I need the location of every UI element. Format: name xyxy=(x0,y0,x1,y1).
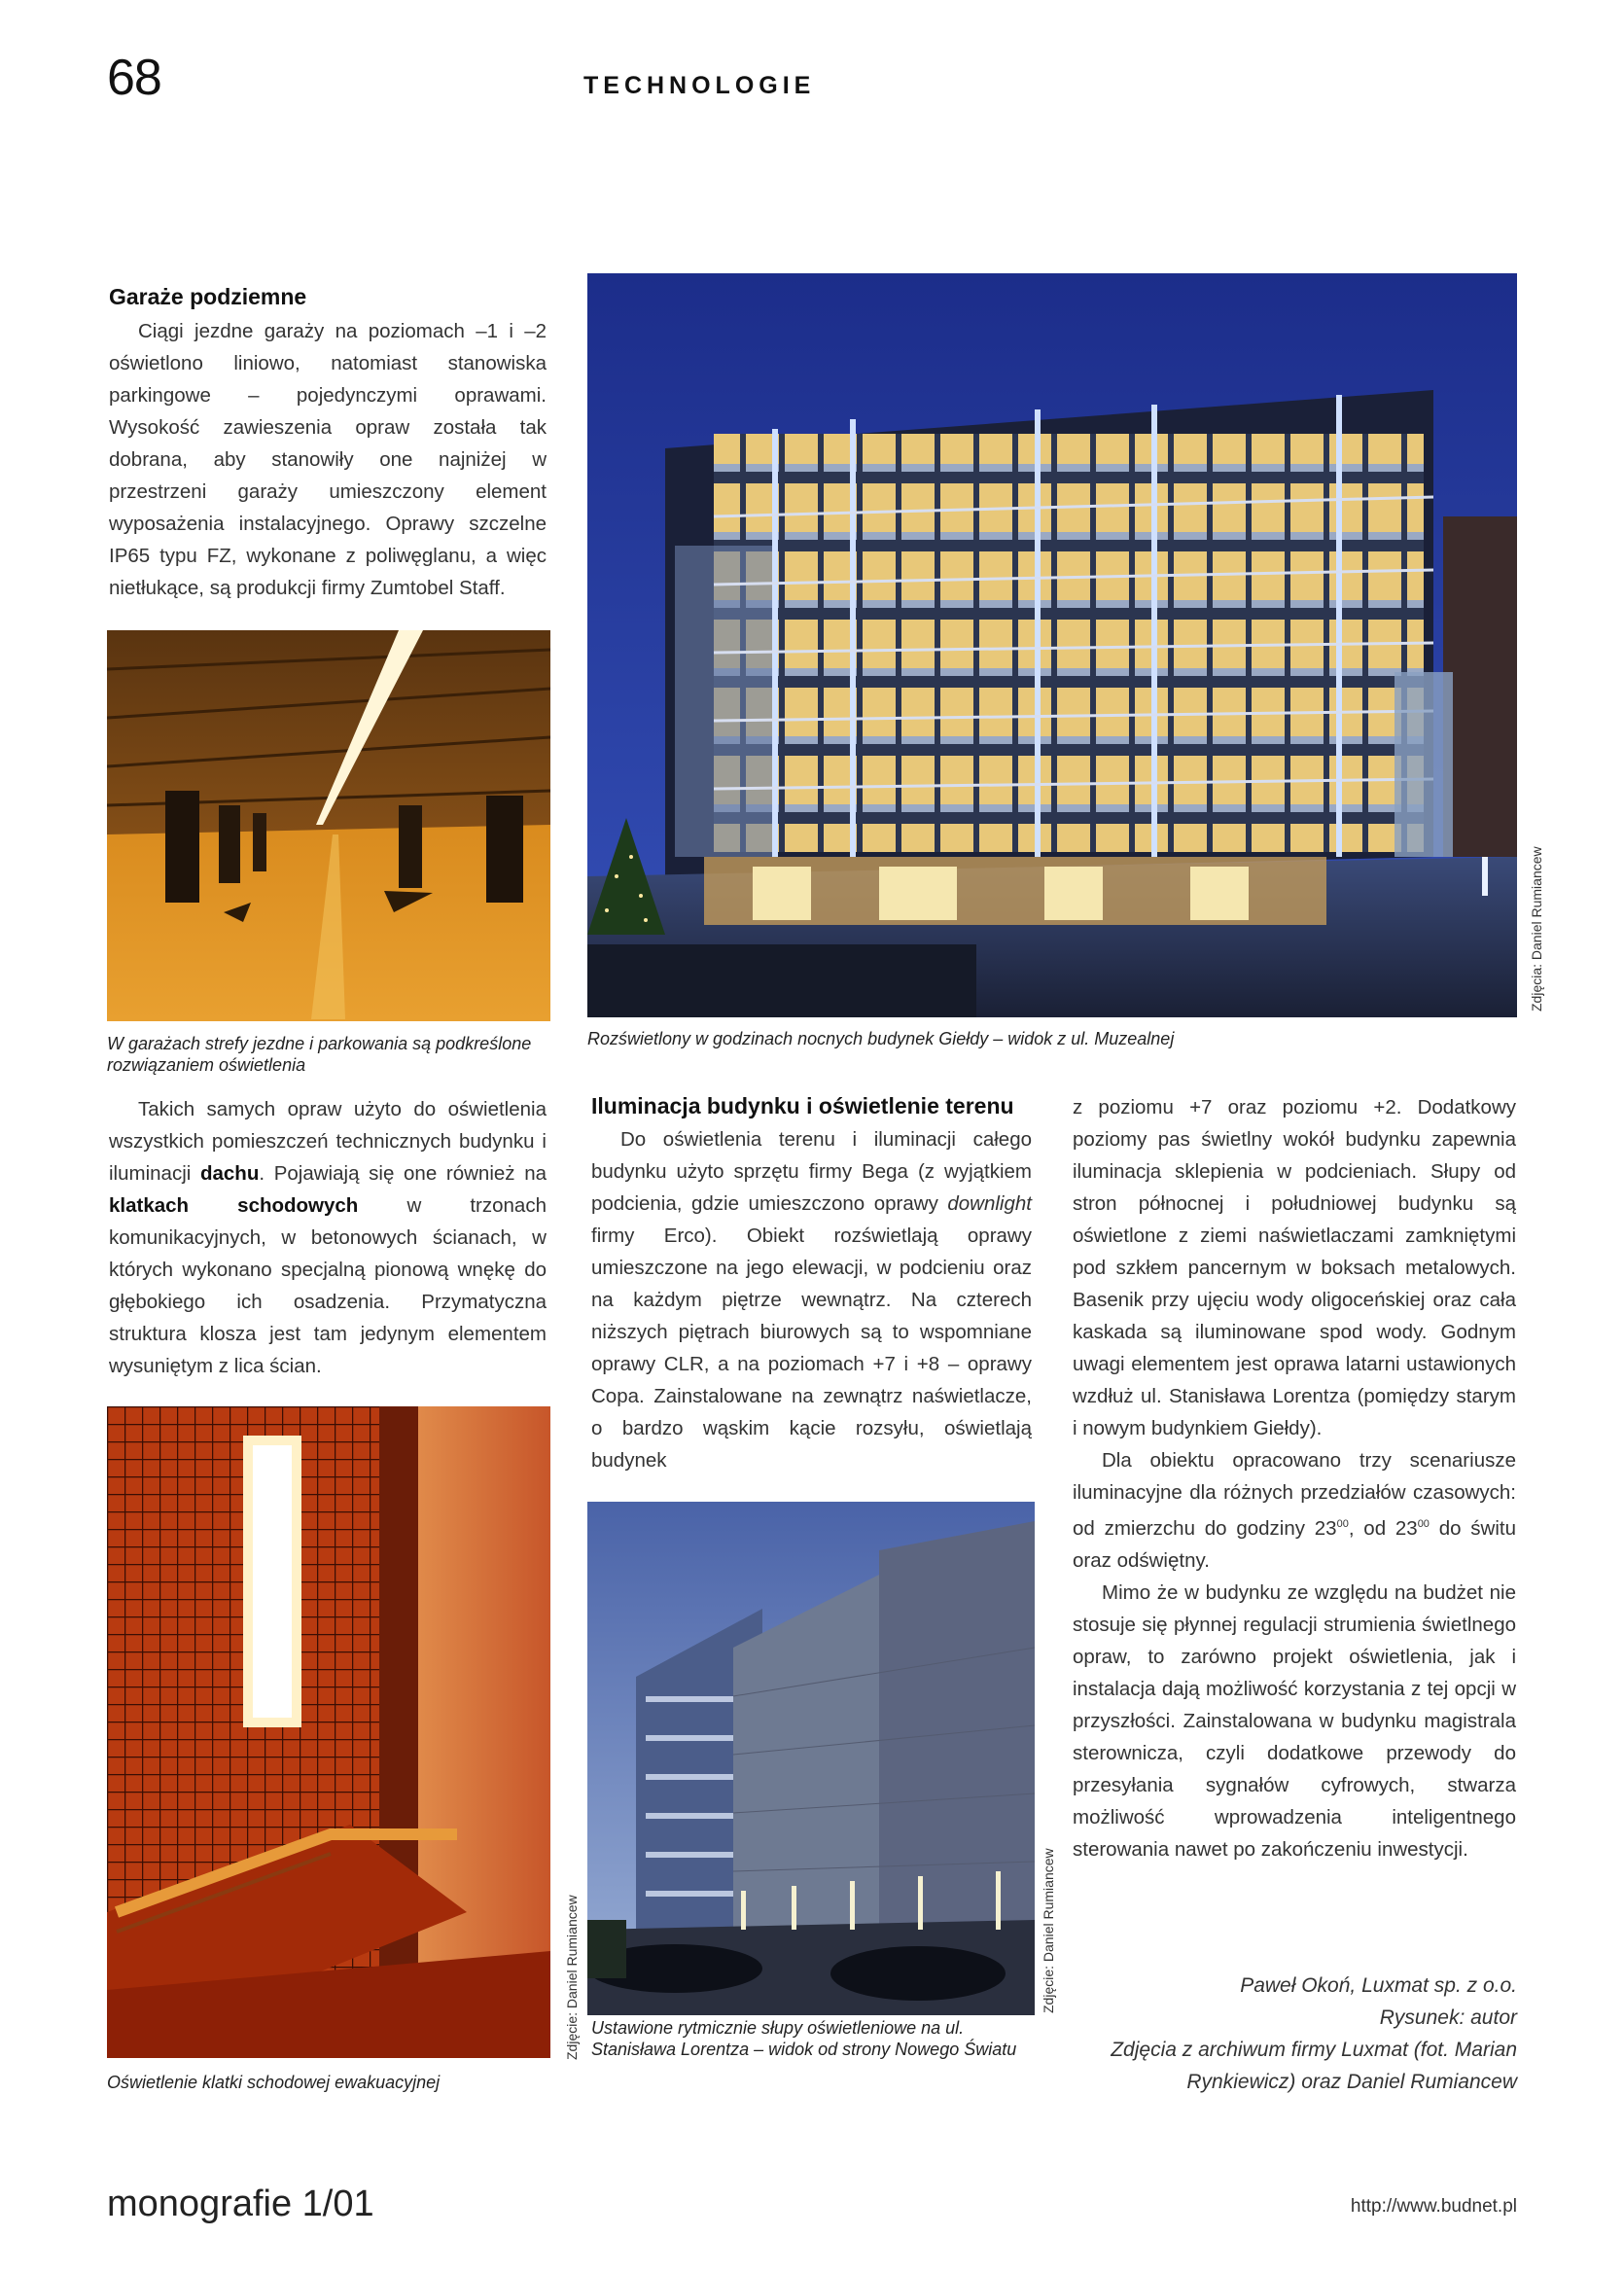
garage-caption: W garażach strefy jezdne i parkowania są podkreślone rozwiązaniem oświetlenia xyxy=(107,1034,532,1075)
street-photo-credit: Zdjęcie: Daniel Rumiancew xyxy=(1041,1848,1056,2013)
illumination-heading: Iluminacja budynku i oświetlenie terenu xyxy=(591,1093,1014,1118)
garage-photo-image xyxy=(107,630,550,1021)
staircase-photo xyxy=(107,1406,550,2058)
time-superscript: 00 xyxy=(1417,1518,1430,1530)
stock-exchange-photo-image xyxy=(587,273,1517,1017)
author-line: Paweł Okoń, Luxmat sp. z o.o. xyxy=(1240,1974,1517,1997)
stock-exchange-caption: Rozświetlony w godzinach nocnych budynek Giełdy – widok z ul. Muzealnej xyxy=(587,1029,1175,1048)
illumination-text-part: firmy Erco). Obiekt rozświetlają oprawy umieszczone na jego elewacji, w podcieniu oraz na każdym piętrze wewnątrz. Na czterech niższych piętrach biurowych są to wspomniane oprawy CLR, a na poziomach +7 i +8 – oprawy Copa. Zainstalowane na zewnątrz naświetlacze, o bardzo wąskim kącie rozsyłu, oświetlają budynek xyxy=(591,1225,1032,1472)
stairs-text-part: . Pojawiają się one również na xyxy=(259,1162,547,1185)
author-credits xyxy=(1111,1970,1517,2098)
downlight-term: downlight xyxy=(947,1192,1032,1215)
scenario-text-part: , od 23 xyxy=(1348,1516,1418,1540)
staircase-caption: Oświetlenie klatki schodowej ewakuacyjnej xyxy=(107,2073,441,2092)
author-line: Rynkiewicz) oraz Daniel Rumiancew xyxy=(1186,2071,1517,2093)
scenario-text-part: Dla obiektu opracowano trzy scenariusze iluminacyjne dla różnych przedziałów czasowych: od zmierzchu do godziny 23 xyxy=(1073,1449,1516,1540)
stairs-text-part: Takich samych opraw użyto do oświetlenia wszystkich pomieszczeń technicznych budynku i iluminacji xyxy=(109,1098,547,1185)
magazine-issue: monografie 1/01 xyxy=(107,2183,374,2224)
stock-exchange-photo-credit: Zdjęcia: Daniel Rumiancew xyxy=(1529,846,1544,1012)
time-superscript: 00 xyxy=(1336,1518,1349,1530)
garage-photo xyxy=(107,630,550,1021)
column3-paragraph-3: Mimo że w budynku ze względu na budżet nie stosuje się płynnej regulacji strumienia świetlnego opraw, to zarówno projekt oświetlenia, jak i instalacja dają możliwość korzystania z tej opcji w przyszłości. Zainstalowana w budynku magistrala sterownicza, czyli dodatkowe przewody do przesyłania sygnałów cyfrowych, stwarza możliwość wprowadzenia inteligentnego sterowania nawet po zakończeniu inwestycji. xyxy=(1073,1580,1516,1861)
illumination-continued-text xyxy=(1073,1091,1516,1865)
garage-heading: Garaże podziemne xyxy=(109,284,307,309)
stairs-text-part: w trzonach komunikacyjnych, w betonowych ścianach, w których wykonano specjalną pionową wnękę do głębokiego ich osadzenia. Przymatyczna struktura klosza jest tam jedynym elementem wysuniętym z lica ścian. xyxy=(109,1194,547,1377)
illumination-text xyxy=(591,1123,1032,1476)
stairs-paragraph xyxy=(109,1093,547,1382)
garage-paragraph: Ciągi jezdne garaży na poziomach –1 i –2 oświetlono liniowo, natomiast stanowiska parkingowe – pojedynczymi oprawami. Wysokość zawieszenia opraw została tak dobrana, aby stanowiły one najniżej w przestrzeni garaży umieszczony element wyposażenia instalacyjnego. Oprawy szczelne IP65 typu FZ, wykonane z poliwęglanu, a więc nietłukące, są produkcji firmy Zumtobel Staff. xyxy=(109,320,547,599)
street-caption: Ustawione rytmicznie słupy oświetleniowe na ul. Stanisława Lorentza – widok od strony Nowego Światu xyxy=(591,2018,1017,2059)
roof-highlight: dachu xyxy=(199,1162,260,1185)
illumination-paragraph xyxy=(591,1123,1032,1476)
garage-text xyxy=(109,315,547,604)
scenario-text-part: do świtu oraz odświętny. xyxy=(1073,1516,1516,1572)
illumination-text-part: Do oświetlenia terenu i iluminacji całego budynku użyto sprzętu firmy Bega (z wyjątkiem podcienia, gdzie umieszczono oprawy xyxy=(591,1128,1032,1215)
staircases-highlight: klatkach schodowych xyxy=(109,1194,359,1217)
street-photo xyxy=(587,1502,1035,2015)
column3-paragraph-2 xyxy=(1073,1444,1516,1577)
stairs-text xyxy=(109,1093,547,1382)
author-line: Zdjęcia z archiwum firmy Luxmat (fot. Marian xyxy=(1111,2039,1517,2061)
section-title: TECHNOLOGIE xyxy=(583,72,816,99)
author-line: Rysunek: autor xyxy=(1379,2006,1517,2029)
website-url: http://www.budnet.pl xyxy=(1350,2196,1517,2217)
street-photo-image xyxy=(587,1502,1035,2015)
staircase-photo-image xyxy=(107,1406,550,2058)
page-number: 68 xyxy=(107,50,161,106)
column3-paragraph-1: z poziomu +7 oraz poziomu +2. Dodatkowy poziomy pas świetlny wokół budynku zapewnia iluminacja sklepienia w podcieniach. Słupy od stron północnej i południowej budynku są oświetlone z ziemi naświetlaczami zamkniętymi pod szkłem pancernym w boksach metalowych. Basenik przy ujęciu wody oligoceńskiej oraz cała kaskada są iluminowane spod wody. Godnym uwagi elementem jest oprawa latarni ustawionych wzdłuż ul. Stanisława Lorentza (pomiędzy starym i nowym budynkiem Giełdy). xyxy=(1073,1096,1516,1439)
stock-exchange-photo xyxy=(587,273,1517,1017)
staircase-photo-credit: Zdjęcie: Daniel Rumiancew xyxy=(564,1895,580,2060)
